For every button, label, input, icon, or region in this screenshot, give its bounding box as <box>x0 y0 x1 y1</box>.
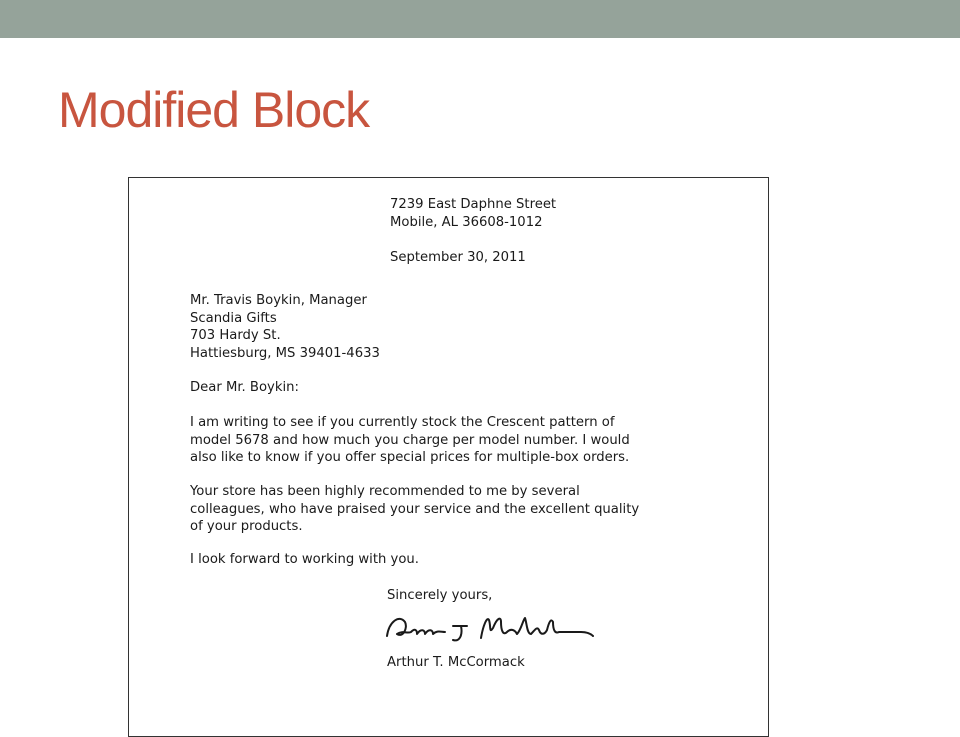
inside-address-line: Mr. Travis Boykin, Manager <box>190 293 367 308</box>
paragraph-line: Your store has been highly recommended to me by several <box>190 484 580 499</box>
return-address <box>390 196 556 231</box>
return-address-line: Mobile, AL 36608-1012 <box>390 214 543 230</box>
paragraph-line: colleagues, who have praised your service and the excellent quality <box>190 501 640 517</box>
signer-name: Arthur T. McCormack <box>387 655 525 670</box>
paragraph-line: model 5678 and how much you charge per model number. I would <box>190 432 630 448</box>
body-paragraph-3: I look forward to working with you. <box>190 552 419 567</box>
return-address-line: 7239 East Daphne Street <box>390 197 557 212</box>
handwritten-signature <box>381 608 601 648</box>
inside-address <box>190 292 380 362</box>
body-paragraph-1 <box>190 414 630 467</box>
letter-date: September 30, 2011 <box>390 250 526 265</box>
inside-address-line: Hattiesburg, MS 39401-4633 <box>190 345 380 361</box>
slide-title: Modified Block <box>58 82 370 138</box>
paragraph-line: of your products. <box>190 519 303 534</box>
salutation: Dear Mr. Boykin: <box>190 380 299 395</box>
inside-address-line: 703 Hardy St. <box>190 328 281 343</box>
body-paragraph-2 <box>190 483 639 536</box>
paragraph-line: I am writing to see if you currently stock the Crescent pattern of <box>190 415 615 430</box>
inside-address-line: Scandia Gifts <box>190 310 277 326</box>
paragraph-line: also like to know if you offer special prices for multiple-box orders. <box>190 450 630 465</box>
complimentary-close: Sincerely yours, <box>387 588 493 603</box>
top-accent-bar <box>0 0 960 38</box>
letter-sample <box>128 177 769 737</box>
